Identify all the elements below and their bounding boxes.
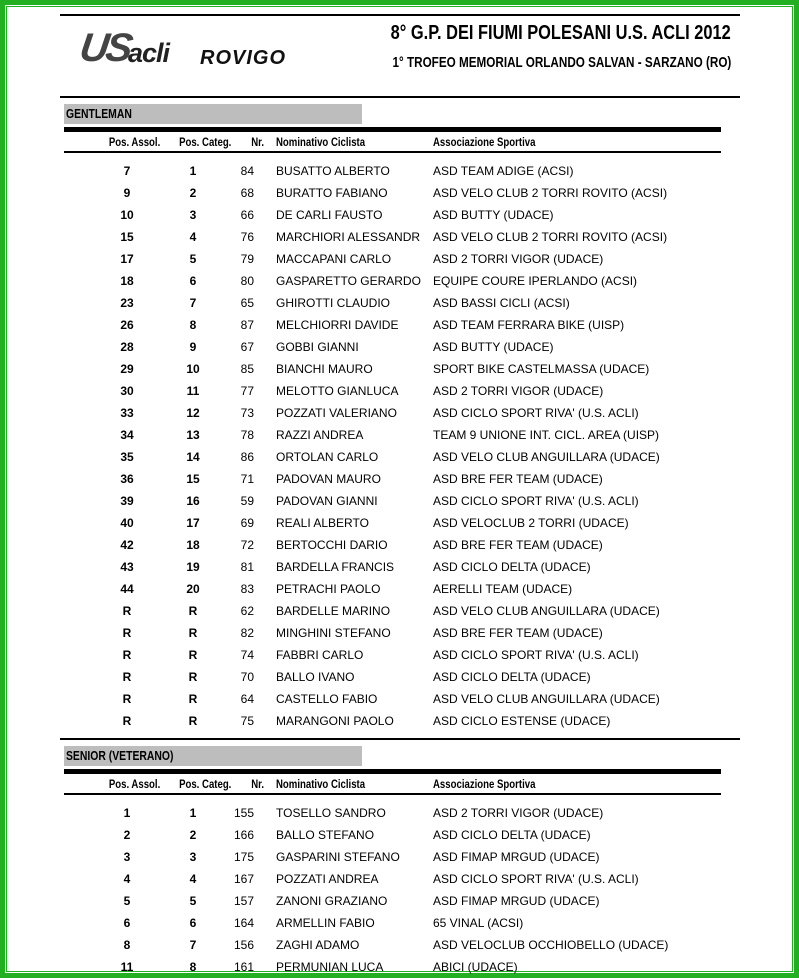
cell-pos-assol: 44 — [120, 582, 134, 596]
cell-pos-categ: 10 — [186, 362, 200, 376]
table-row — [0, 248, 799, 270]
table-row — [0, 868, 799, 890]
cell-nominativo: BALLO IVANO — [276, 670, 355, 684]
cell-associazione: SPORT BIKE CASTELMASSA (UDACE) — [433, 362, 650, 376]
table-row — [0, 644, 799, 666]
cell-nr: 67 — [240, 340, 254, 354]
cell-pos-assol: 30 — [120, 384, 134, 398]
table-row — [0, 182, 799, 204]
cell-nominativo: BUSATTO ALBERTO — [276, 164, 390, 178]
cell-associazione: ASD VELO CLUB ANGUILLARA (UDACE) — [433, 450, 660, 464]
cell-nominativo: GASPARINI STEFANO — [276, 850, 400, 864]
table-row — [0, 292, 799, 314]
col-header-nr: Nr. — [251, 777, 264, 791]
cell-nr: 65 — [240, 296, 254, 310]
category-bar-senior — [64, 746, 362, 766]
cell-pos-categ: 5 — [189, 252, 197, 266]
cell-nr: 64 — [240, 692, 254, 706]
table-row — [0, 890, 799, 912]
cell-nr: 83 — [240, 582, 254, 596]
cell-pos-assol: 15 — [120, 230, 134, 244]
cell-associazione: ASD FIMAP MRGUD (UDACE) — [433, 894, 600, 908]
cell-nominativo: PADOVAN MAURO — [276, 472, 381, 486]
cell-nominativo: BARDELLE MARINO — [276, 604, 391, 618]
table-row — [0, 490, 799, 512]
cell-pos-assol: 43 — [120, 560, 134, 574]
cell-pos-assol: 3 — [123, 850, 131, 864]
table-row — [0, 846, 799, 868]
cell-pos-categ: 2 — [189, 186, 197, 200]
cell-pos-assol: 36 — [120, 472, 134, 486]
cell-pos-assol: R — [122, 714, 132, 728]
cell-nr: 86 — [240, 450, 254, 464]
category-title: SENIOR (VETERANO) — [66, 748, 174, 763]
cell-associazione: ASD 2 TORRI VIGOR (UDACE) — [433, 806, 604, 820]
cell-pos-assol: 18 — [120, 274, 134, 288]
cell-nr: 82 — [240, 626, 254, 640]
cell-nr: 80 — [240, 274, 254, 288]
cell-nr: 87 — [240, 318, 254, 332]
table-row — [0, 534, 799, 556]
cell-pos-categ: 11 — [186, 384, 200, 398]
table-row — [0, 688, 799, 710]
table-row — [0, 446, 799, 468]
cell-pos-assol: R — [122, 626, 132, 640]
col-header-associazione: Associazione Sportiva — [433, 135, 536, 149]
cell-pos-categ: 4 — [189, 872, 197, 886]
table-row — [0, 824, 799, 846]
cell-nr: 76 — [240, 230, 254, 244]
table-row — [0, 512, 799, 534]
cell-associazione: ASD BUTTY (UDACE) — [433, 208, 554, 222]
cell-pos-assol: 10 — [120, 208, 134, 222]
cell-associazione: ASD CICLO DELTA (UDACE) — [433, 560, 591, 574]
cell-pos-categ: 5 — [189, 894, 197, 908]
cell-nr: 70 — [240, 670, 254, 684]
table-row — [0, 336, 799, 358]
table-row — [0, 468, 799, 490]
cell-associazione: ASD CICLO SPORT RIVA' (U.S. ACLI) — [433, 872, 639, 886]
cell-pos-categ: 3 — [189, 850, 197, 864]
col-header-pos-assol: Pos. Assol. — [108, 135, 161, 149]
cell-pos-categ: 12 — [186, 406, 200, 420]
table-row — [0, 912, 799, 934]
cell-nr: 77 — [240, 384, 254, 398]
table-row — [0, 934, 799, 956]
cell-associazione: TEAM 9 UNIONE INT. CICL. AREA (UISP) — [433, 428, 660, 442]
cell-pos-categ: 14 — [186, 450, 200, 464]
section-divider — [60, 738, 740, 740]
cell-pos-categ: R — [188, 604, 198, 618]
cell-nr: 175 — [233, 850, 254, 864]
cell-pos-categ: 1 — [189, 806, 197, 820]
cell-pos-assol: 9 — [123, 186, 131, 200]
cell-nominativo: ARMELLIN FABIO — [276, 916, 375, 930]
table-row — [0, 314, 799, 336]
cell-nominativo: MACCAPANI CARLO — [276, 252, 392, 266]
cell-pos-assol: 17 — [120, 252, 134, 266]
event-subtitle: 1° TROFEO MEMORIAL ORLANDO SALVAN - SARZANO (RO) — [392, 54, 731, 71]
event-title: 8° G.P. DEI FIUMI POLESANI U.S. ACLI 2012 — [390, 22, 731, 44]
cell-pos-assol: R — [122, 670, 132, 684]
table-row — [0, 160, 799, 182]
cell-pos-assol: 7 — [123, 164, 131, 178]
cell-associazione: ASD 2 TORRI VIGOR (UDACE) — [433, 384, 604, 398]
cell-pos-assol: 23 — [120, 296, 134, 310]
cell-nominativo: RAZZI ANDREA — [276, 428, 364, 442]
header-bottom-rule — [64, 793, 721, 795]
cell-pos-categ: 17 — [186, 516, 200, 530]
cell-pos-categ: R — [188, 648, 198, 662]
cell-nominativo: GASPARETTO GERARDO — [276, 274, 421, 288]
cell-pos-categ: 9 — [189, 340, 197, 354]
cell-nominativo: BURATTO FABIANO — [276, 186, 388, 200]
header-rule — [60, 96, 740, 98]
cell-associazione: ASD CICLO SPORT RIVA' (U.S. ACLI) — [433, 648, 639, 662]
cell-pos-categ: R — [188, 626, 198, 640]
cell-associazione: ASD TEAM ADIGE (ACSI) — [433, 164, 574, 178]
cell-nominativo: REALI ALBERTO — [276, 516, 369, 530]
cell-pos-categ: 7 — [189, 938, 197, 952]
cell-nominativo: BERTOCCHI DARIO — [276, 538, 388, 552]
cell-nr: 167 — [233, 872, 254, 886]
cell-associazione: ASD CICLO SPORT RIVA' (U.S. ACLI) — [433, 494, 639, 508]
cell-pos-categ: 6 — [189, 916, 197, 930]
top-rule — [60, 14, 740, 16]
cell-associazione: AERELLI TEAM (UDACE) — [433, 582, 573, 596]
cell-pos-assol: 4 — [123, 872, 131, 886]
cell-pos-assol: 34 — [120, 428, 134, 442]
col-header-nominativo: Nominativo Ciclista — [276, 777, 366, 791]
table-row — [0, 358, 799, 380]
cell-nr: 74 — [240, 648, 254, 662]
cell-associazione: ASD CICLO SPORT RIVA' (U.S. ACLI) — [433, 406, 639, 420]
cell-associazione: ASD VELO CLUB ANGUILLARA (UDACE) — [433, 692, 660, 706]
cell-pos-assol: 1 — [123, 806, 131, 820]
cell-pos-assol: 6 — [123, 916, 131, 930]
cell-nr: 161 — [233, 960, 254, 974]
cell-nominativo: PERMUNIAN LUCA — [276, 960, 384, 974]
cell-associazione: EQUIPE COURE IPERLANDO (ACSI) — [433, 274, 638, 288]
cell-nr: 156 — [233, 938, 254, 952]
table-row — [0, 556, 799, 578]
col-header-pos-categ: Pos. Categ. — [179, 777, 232, 791]
table-row — [0, 956, 799, 978]
cell-nominativo: GOBBI GIANNI — [276, 340, 359, 354]
cell-associazione: 65 VINAL (ACSI) — [433, 916, 524, 930]
cell-associazione: ASD CICLO ESTENSE (UDACE) — [433, 714, 611, 728]
cell-pos-assol: 42 — [120, 538, 134, 552]
cell-nominativo: MELOTTO GIANLUCA — [276, 384, 399, 398]
cell-pos-categ: 6 — [189, 274, 197, 288]
col-header-nr: Nr. — [251, 135, 264, 149]
cell-nominativo: PETRACHI PAOLO — [276, 582, 381, 596]
cell-nominativo: MARANGONI PAOLO — [276, 714, 394, 728]
cell-pos-assol: 35 — [120, 450, 134, 464]
cell-associazione: ASD VELO CLUB 2 TORRI ROVITO (ACSI) — [433, 186, 668, 200]
table-row — [0, 622, 799, 644]
logo-us: US — [76, 26, 133, 70]
cell-nr: 75 — [240, 714, 254, 728]
cell-associazione: ASD BRE FER TEAM (UDACE) — [433, 472, 603, 486]
cell-nominativo: CASTELLO FABIO — [276, 692, 378, 706]
cell-nr: 72 — [240, 538, 254, 552]
cell-nominativo: BIANCHI MAURO — [276, 362, 373, 376]
cell-nominativo: MELCHIORRI DAVIDE — [276, 318, 399, 332]
cell-pos-assol: 29 — [120, 362, 134, 376]
cell-nr: 66 — [240, 208, 254, 222]
table-row — [0, 710, 799, 732]
cell-nominativo: GHIROTTI CLAUDIO — [276, 296, 391, 310]
cell-nr: 71 — [240, 472, 254, 486]
cell-pos-categ: 13 — [186, 428, 200, 442]
col-header-pos-categ: Pos. Categ. — [179, 135, 232, 149]
cell-pos-categ: 3 — [189, 208, 197, 222]
header-bottom-rule — [64, 151, 721, 153]
cell-pos-categ: 20 — [186, 582, 200, 596]
table-row — [0, 226, 799, 248]
cell-nominativo: TOSELLO SANDRO — [276, 806, 386, 820]
cell-nr: 68 — [240, 186, 254, 200]
cell-nr: 166 — [233, 828, 254, 842]
cell-nominativo: POZZATI ANDREA — [276, 872, 379, 886]
cell-nr: 164 — [233, 916, 254, 930]
cell-associazione: ASD VELO CLUB 2 TORRI ROVITO (ACSI) — [433, 230, 668, 244]
col-header-associazione: Associazione Sportiva — [433, 777, 536, 791]
cell-pos-assol: 40 — [120, 516, 134, 530]
cell-pos-assol: 11 — [120, 960, 134, 974]
cell-nominativo: ORTOLAN CARLO — [276, 450, 379, 464]
cell-nominativo: MARCHIORI ALESSANDR — [276, 230, 421, 244]
cell-pos-categ: R — [188, 692, 198, 706]
cell-nr: 73 — [240, 406, 254, 420]
cell-pos-categ: 15 — [186, 472, 200, 486]
cell-associazione: ASD BRE FER TEAM (UDACE) — [433, 538, 603, 552]
cell-pos-categ: R — [188, 670, 198, 684]
cell-pos-assol: 39 — [120, 494, 134, 508]
cell-pos-categ: 1 — [189, 164, 197, 178]
cell-associazione: ASD VELOCLUB 2 TORRI (UDACE) — [433, 516, 629, 530]
cell-pos-assol: 26 — [120, 318, 134, 332]
cell-associazione: ASD VELOCLUB OCCHIOBELLO (UDACE) — [433, 938, 669, 952]
cell-pos-assol: R — [122, 692, 132, 706]
cell-pos-categ: 8 — [189, 960, 197, 974]
results-table-gentleman — [0, 160, 799, 732]
logo-acli: acli — [128, 38, 170, 68]
cell-associazione: ASD TEAM FERRARA BIKE (UISP) — [433, 318, 625, 332]
cell-pos-categ: 4 — [189, 230, 197, 244]
cell-pos-categ: 2 — [189, 828, 197, 842]
cell-associazione: ASD 2 TORRI VIGOR (UDACE) — [433, 252, 604, 266]
cell-associazione: ASD FIMAP MRGUD (UDACE) — [433, 850, 600, 864]
cell-pos-assol: 2 — [123, 828, 131, 842]
cell-pos-categ: 16 — [186, 494, 200, 508]
cell-nr: 155 — [233, 806, 254, 820]
cell-nr: 81 — [240, 560, 254, 574]
table-row — [0, 204, 799, 226]
cell-nr: 157 — [233, 894, 254, 908]
cell-nominativo: MINGHINI STEFANO — [276, 626, 391, 640]
table-row — [0, 802, 799, 824]
category-title: GENTLEMAN — [66, 106, 132, 121]
cell-pos-assol: R — [122, 604, 132, 618]
cell-associazione: ABICI (UDACE) — [433, 960, 518, 974]
table-row — [0, 600, 799, 622]
cell-pos-categ: 8 — [189, 318, 197, 332]
category-bar-gentleman — [64, 104, 362, 124]
logo-city: ROVIGO — [200, 47, 287, 69]
cell-nominativo: POZZATI VALERIANO — [276, 406, 397, 420]
cell-nominativo: FABBRI CARLO — [276, 648, 364, 662]
cell-nominativo: ZANONI GRAZIANO — [276, 894, 388, 908]
cell-associazione: ASD BUTTY (UDACE) — [433, 340, 554, 354]
table-row — [0, 380, 799, 402]
table-top-rule — [64, 127, 721, 132]
col-header-pos-assol: Pos. Assol. — [108, 777, 161, 791]
cell-associazione: ASD CICLO DELTA (UDACE) — [433, 670, 591, 684]
cell-pos-assol: 28 — [120, 340, 134, 354]
cell-nr: 69 — [240, 516, 254, 530]
cell-nominativo: BARDELLA FRANCIS — [276, 560, 395, 574]
cell-pos-categ: R — [188, 714, 198, 728]
cell-associazione: ASD BRE FER TEAM (UDACE) — [433, 626, 603, 640]
cell-nominativo: ZAGHI ADAMO — [276, 938, 360, 952]
results-table-senior — [0, 802, 799, 978]
cell-pos-assol: 33 — [120, 406, 134, 420]
cell-nr: 84 — [240, 164, 254, 178]
cell-nr: 85 — [240, 362, 254, 376]
cell-nominativo: PADOVAN GIANNI — [276, 494, 378, 508]
cell-pos-assol: 5 — [123, 894, 131, 908]
table-row — [0, 666, 799, 688]
cell-associazione: ASD BASSI CICLI (ACSI) — [433, 296, 570, 310]
cell-associazione: ASD CICLO DELTA (UDACE) — [433, 828, 591, 842]
cell-nr: 78 — [240, 428, 254, 442]
cell-nr: 59 — [240, 494, 254, 508]
cell-nr: 79 — [240, 252, 254, 266]
cell-nominativo: DE CARLI FAUSTO — [276, 208, 383, 222]
cell-nominativo: BALLO STEFANO — [276, 828, 375, 842]
table-row — [0, 424, 799, 446]
cell-pos-categ: 18 — [186, 538, 200, 552]
cell-pos-categ: 19 — [186, 560, 200, 574]
table-row — [0, 578, 799, 600]
cell-nr: 62 — [240, 604, 254, 618]
table-row — [0, 402, 799, 424]
table-top-rule — [64, 769, 721, 774]
table-row — [0, 270, 799, 292]
cell-pos-assol: 8 — [123, 938, 131, 952]
col-header-nominativo: Nominativo Ciclista — [276, 135, 366, 149]
cell-pos-assol: R — [122, 648, 132, 662]
cell-associazione: ASD VELO CLUB ANGUILLARA (UDACE) — [433, 604, 660, 618]
cell-pos-categ: 7 — [189, 296, 197, 310]
